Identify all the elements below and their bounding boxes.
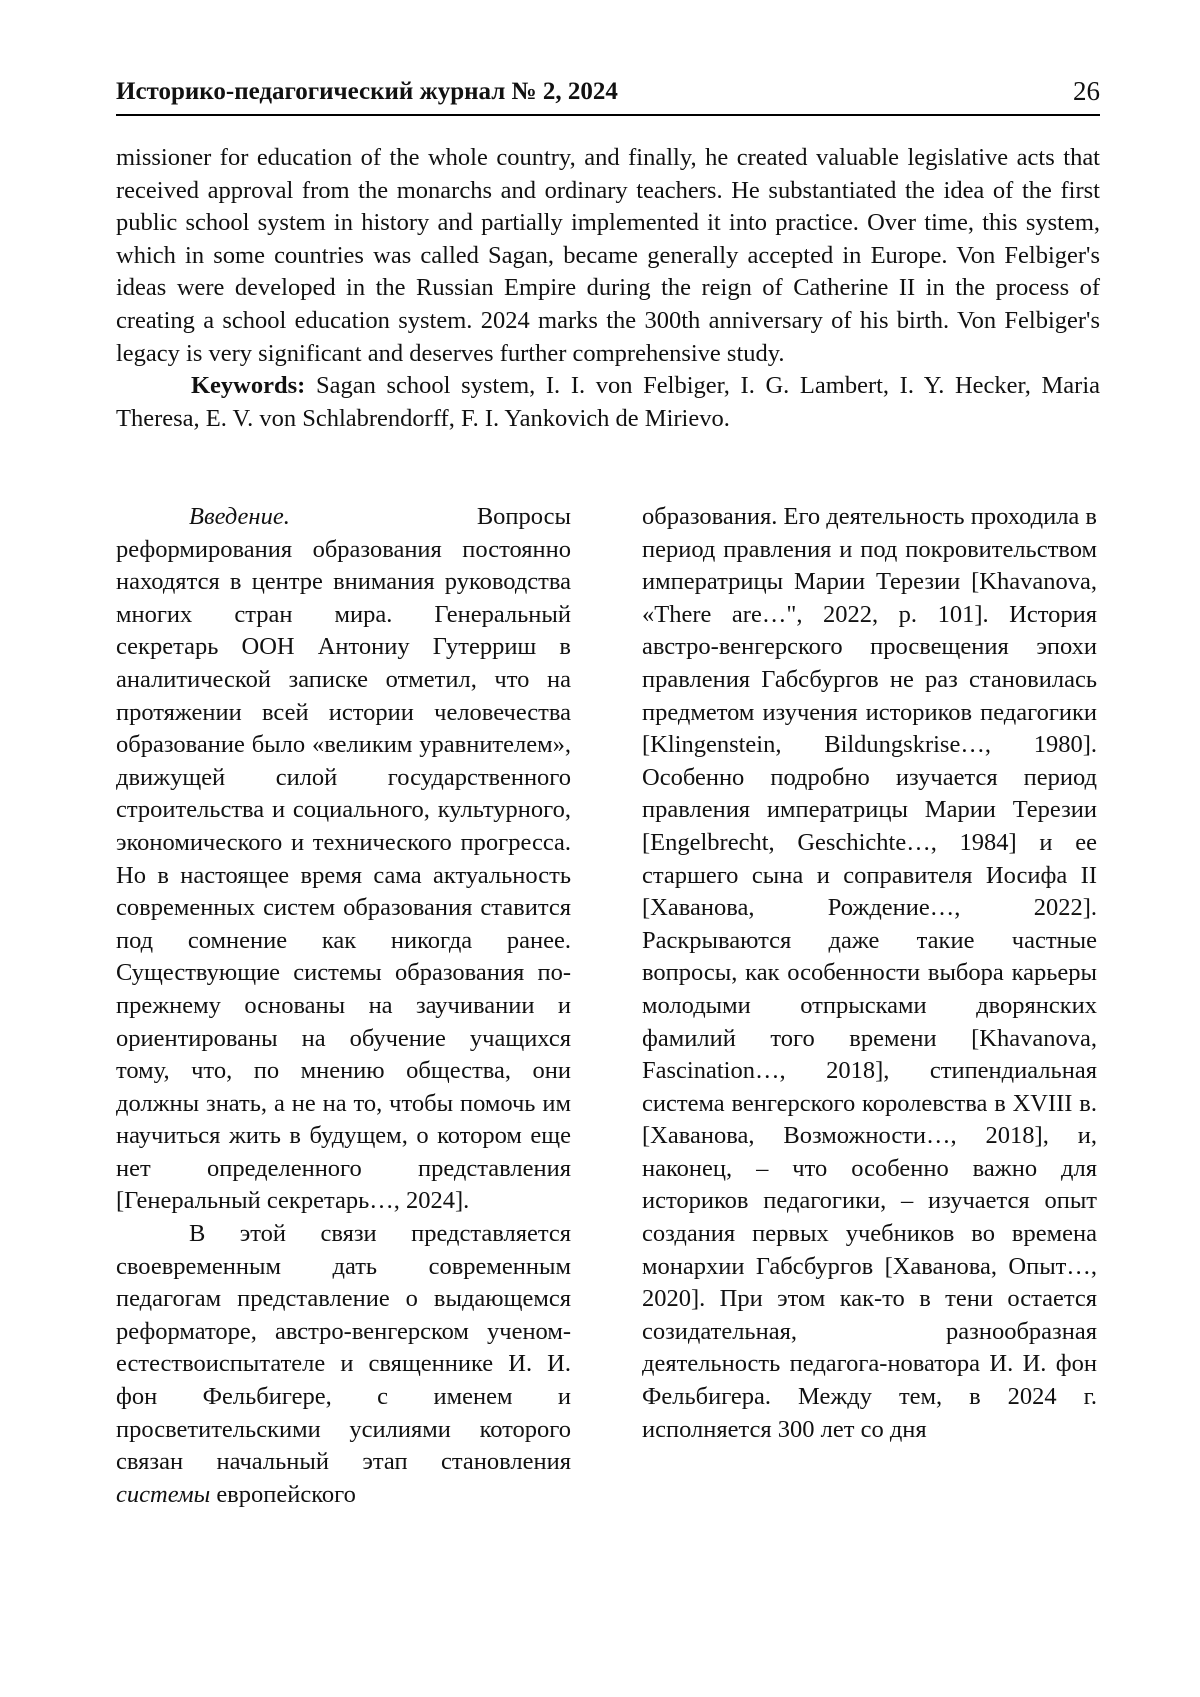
second-paragraph	[116, 1218, 571, 1511]
emphasized-word: системы	[116, 1480, 211, 1508]
keywords-list: Sagan school system, I. I. von Felbiger, I. G. Lambert, I. Y. Hecker, Maria Theresa, E. V. von Schlabrendorff, F. I. Yankovich de Mirievo.	[116, 372, 1100, 432]
keywords-label: Keywords:	[191, 372, 306, 400]
right-column-text: образования. Его деятельность проходила в период правления и под покровительством императрицы Марии Терезии [Khavanova, «There are…", 2022, p. 101]. История австро-венгерского просвещения эпохи правления Габсбургов не раз становилась предметом изучения историков педагогики [Klingenstein, Bildungskrise…, 1980]. Особенно подробно изучается период правления императрицы Марии Терезии [Engelbrecht, Geschichte…, 1984] и ее старшего сына и соправителя Иосифа II [Хаванова, Рождение…, 2022]. Раскрываются даже такие частные вопросы, как особенности выбора карьеры молодыми отпрысками дворянских фамилий того времени [Khavanova, Fascination…, 2018], стипендиальная система венгерского королевства в XVIII в. [Хаванова, Возможности…, 2018], и, наконец, – что особенно важно для историков педагогики, – изучается опыт создания первых учебников во времена монархии Габсбургов [Хаванова, Опыт…, 2020]. При этом как-то в тени остается созидательная, разнообразная деятельность педагога-новатора И. И. фон Фельбигера. Между тем, в 2024 г. исполняется 300 лет со дня	[642, 503, 1097, 1443]
intro-text: Вопросы реформирования образования постоянно находятся в центре внимания руководства многих стран мира. Генеральный секретарь ООН Антониу Гутерриш в аналитической записке отметил, что на протяжении всей истории человечества образование было «великим уравнителем», движущей силой государственного строительства и социального, культурного, экономического и технического прогресса. Но в настоящее время сама актуальность современных систем образования ставится под сомнение как никогда ранее. Существующие системы образования по-прежнему основаны на заучивании и ориентированы на обучение учащихся тому, что, по мнению общества, они должны знать, а не на то, чтобы помочь им научиться жить в будущем, о котором еще нет определенного представления [Генеральный секретарь…, 2024].	[116, 503, 571, 1215]
second-paragraph-start: В этой связи представляется своевременным дать современным педагогам представление о выдающемся реформаторе, австро-венгерском ученом-естествоиспытателе и священнике И. И. фон Фельбигере, с именем и просветительскими усилиями которого связан начальный этап становления	[116, 1220, 571, 1476]
intro-paragraph	[116, 501, 571, 1218]
second-paragraph-end: европейского	[216, 1480, 356, 1508]
left-column	[116, 501, 571, 1511]
right-column	[642, 501, 1097, 1446]
keywords-line	[116, 370, 1100, 435]
intro-heading: Введение.	[189, 503, 290, 530]
page-header	[116, 72, 1100, 116]
abstract-section	[116, 142, 1100, 435]
abstract-text: missioner for education of the whole country, and finally, he created valuable legislative acts that received approval from the monarchs and ordinary teachers. He substantiated the idea of the first public school system in history and partially implemented it into practice. Over time, this system, which in some countries was called Sagan, became generally accepted in Europe. Von Felbiger's ideas were developed in the Russian Empire during the reign of Catherine II in the process of creating a school education system. 2024 marks the 300th anniversary of his birth. Von Felbiger's legacy is very significant and deserves further comprehensive study.	[116, 144, 1100, 367]
journal-title: Историко-педагогический журнал № 2, 2024	[116, 78, 618, 105]
page-number: 26	[1073, 76, 1100, 106]
